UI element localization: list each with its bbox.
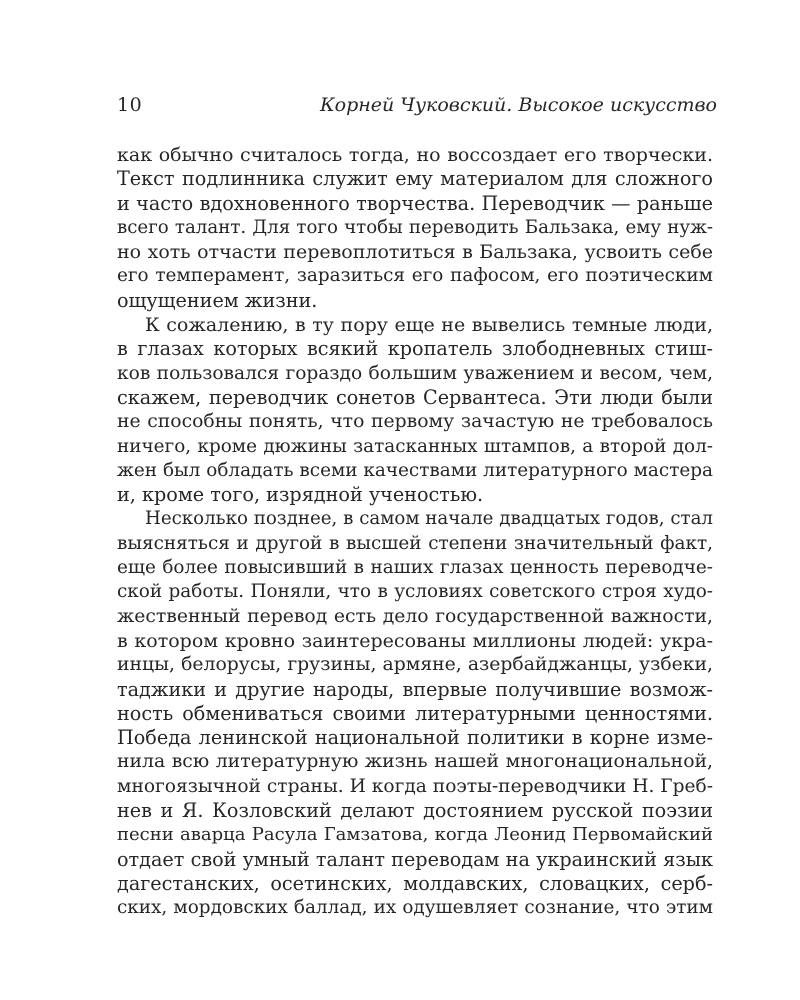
text-line: всего талант. Для того чтобы переводить Бальзака, ему нуж- <box>117 216 713 238</box>
text-line: К сожалению, в ту пору еще не вывелись темные люди, <box>145 314 713 337</box>
book-title: Корней Чуковский. Высокое искусство <box>319 94 717 116</box>
text-line: инцы, белорусы, грузины, армяне, азербайджанцы, узбеки, <box>117 654 713 676</box>
text-line: ков пользовался гораздо большим уважением и весом, чем, <box>117 362 713 384</box>
text-line: еще более повысивший в наших глазах ценность переводче- <box>117 557 713 579</box>
text-line: ничего, кроме дюжины затасканных штампов, а второй дол- <box>117 435 713 457</box>
text-line: и часто вдохновенного творчества. Переводчик — раньше <box>117 191 713 215</box>
text-line: выясняться и другой в высшей степени значительный факт, <box>117 532 713 554</box>
text-line: не способны понять, что первому зачастую не требовалось <box>117 411 713 433</box>
text-line: как обычно считалось тогда, но воссоздает его творчески. <box>117 144 713 166</box>
text-line: нев и Я. Козловский делают достоянием русской поэзии <box>117 799 713 823</box>
running-head <box>117 94 717 124</box>
text-line: ских, мордовских баллад, их одушевляет сознание, что этим <box>117 897 713 919</box>
text-line: ощущением жизни. <box>117 288 318 312</box>
page-number: 10 <box>117 94 143 116</box>
text-line: песни аварца Расула Гамзатова, когда Леонид Первомайский <box>117 824 713 846</box>
text-line: таджики и другие народы, впервые получившие возмож- <box>117 677 713 701</box>
text-line: многоязычной страны. И когда поэты-переводчики Н. Греб- <box>117 775 713 797</box>
text-line: дагестанских, осетинских, молдавских, словацких, серб- <box>117 871 713 895</box>
text-line: Победа ленинской национальной политики в корне изме- <box>117 726 713 750</box>
text-line: Текст подлинника служит ему материалом для сложного <box>117 167 713 191</box>
text-line: жественный перевод есть дело государственной важности, <box>117 605 713 627</box>
text-line: нила всю литературную жизнь нашей многонациональной, <box>117 751 713 773</box>
body-text <box>117 143 713 921</box>
text-line: Несколько позднее, в самом начале двадцатых годов, стал <box>145 508 713 530</box>
text-line: отдает свой умный талант переводам на украинский язык <box>117 847 713 871</box>
text-line: жен был обладать всеми качествами литературного мастера <box>117 459 713 481</box>
text-line: в котором кровно заинтересованы миллионы людей: укра- <box>117 629 713 652</box>
text-line: и, кроме того, изрядной ученостью. <box>117 483 484 507</box>
text-line: скажем, переводчик сонетов Сервантеса. Эти люди были <box>117 385 713 409</box>
text-line: в глазах которых всякий кропатель злободневных стиш- <box>117 337 713 361</box>
text-line: но хоть отчасти перевоплотиться в Бальзака, усвоить себе <box>117 241 713 264</box>
text-line: его темперамент, заразиться его пафосом, его поэтическим <box>117 265 713 287</box>
text-line: ской работы. Поняли, что в условиях советского строя худо- <box>117 581 713 603</box>
text-line: ность обмениваться своими литературными ценностями. <box>117 701 713 725</box>
